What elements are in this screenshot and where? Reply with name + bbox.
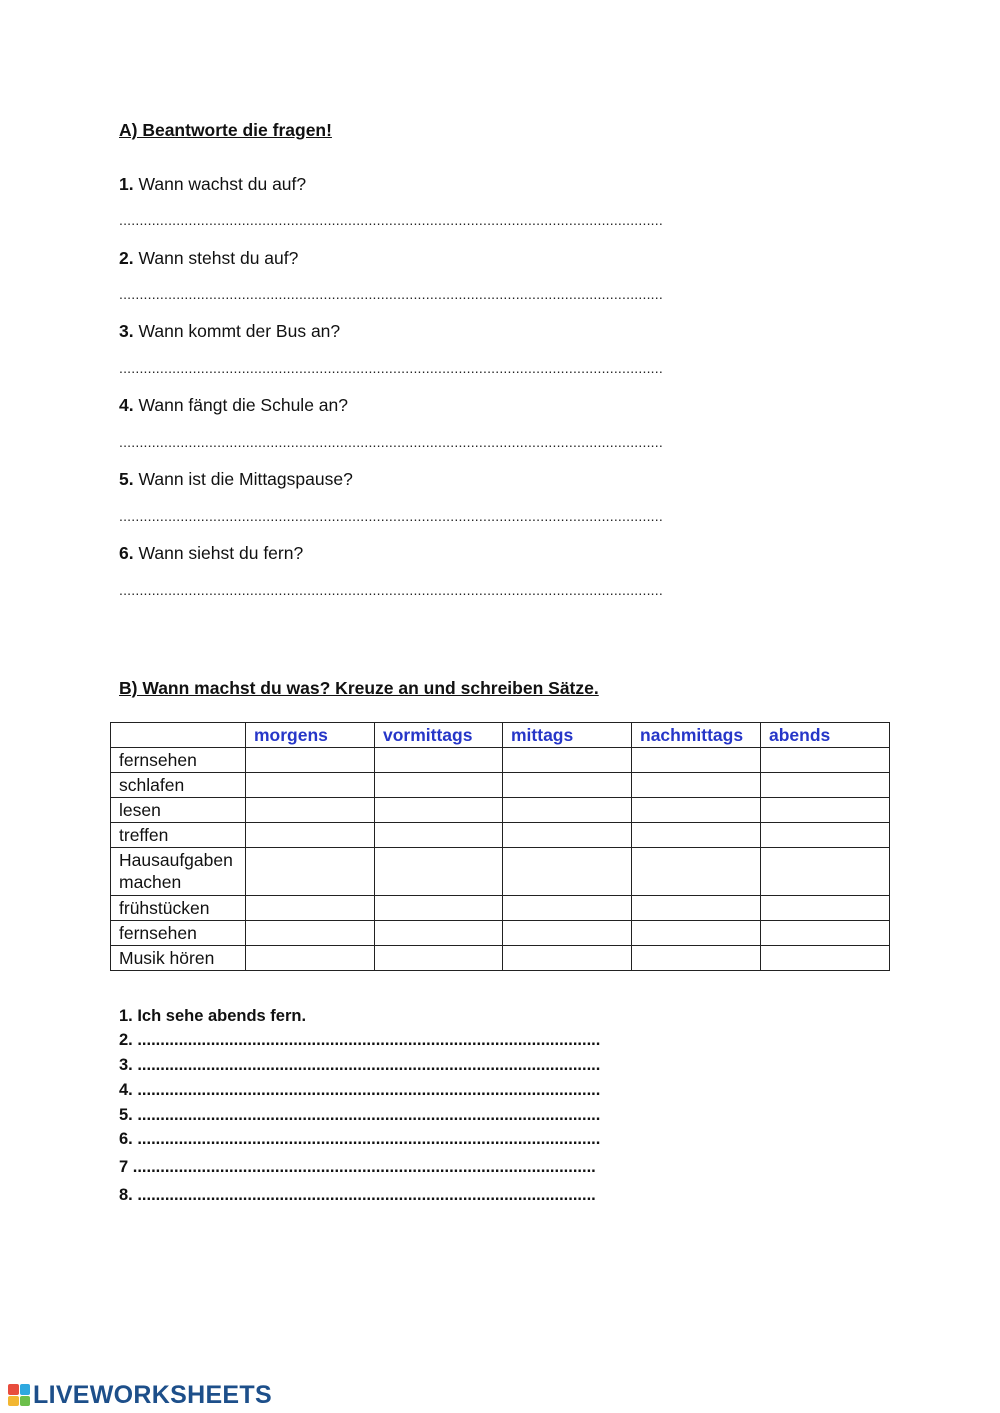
question-text: Wann siehst du fern? [138, 543, 304, 563]
question-2 [119, 248, 298, 269]
sentence-line-4[interactable]: 4. ..................................................................................................... [119, 1081, 601, 1099]
check-cell[interactable] [503, 946, 632, 971]
check-cell[interactable] [375, 798, 503, 823]
check-cell[interactable] [375, 946, 503, 971]
question-1 [119, 174, 306, 195]
check-cell[interactable] [246, 798, 375, 823]
row-label: lesen [111, 798, 246, 823]
column-header-mittags: mittags [503, 723, 632, 748]
column-header-vormittags: vormittags [375, 723, 503, 748]
cube-icon [8, 1384, 30, 1406]
check-cell[interactable] [246, 748, 375, 773]
row-label: fernsehen [111, 748, 246, 773]
check-cell[interactable] [503, 896, 632, 921]
answer-line-5[interactable]: ..................................................................................................................................... [119, 508, 663, 524]
row-label: treffen [111, 823, 246, 848]
check-cell[interactable] [632, 848, 761, 896]
answer-line-3[interactable]: ..................................................................................................................................... [119, 360, 663, 376]
check-cell[interactable] [503, 921, 632, 946]
check-cell[interactable] [761, 896, 890, 921]
question-5 [119, 469, 353, 490]
question-number: 1. [119, 174, 134, 194]
question-text: Wann kommt der Bus an? [138, 321, 341, 341]
check-cell[interactable] [375, 848, 503, 896]
liveworksheets-logo [8, 1381, 272, 1409]
check-cell[interactable] [246, 773, 375, 798]
column-header-morgens: morgens [246, 723, 375, 748]
check-cell[interactable] [632, 921, 761, 946]
check-cell[interactable] [761, 921, 890, 946]
cube-tile [20, 1384, 31, 1395]
question-6 [119, 543, 303, 564]
check-cell[interactable] [503, 798, 632, 823]
cube-tile [8, 1384, 19, 1395]
check-cell[interactable] [375, 921, 503, 946]
check-cell[interactable] [761, 848, 890, 896]
check-cell[interactable] [503, 848, 632, 896]
check-cell[interactable] [375, 896, 503, 921]
question-number: 4. [119, 395, 134, 415]
sentence-line-5[interactable]: 5. ..................................................................................................... [119, 1106, 601, 1124]
check-cell[interactable] [246, 946, 375, 971]
check-cell[interactable] [246, 921, 375, 946]
check-cell[interactable] [761, 798, 890, 823]
check-cell[interactable] [503, 748, 632, 773]
cube-tile [20, 1396, 31, 1407]
row-label: fernsehen [111, 921, 246, 946]
column-header-nachmittags: nachmittags [632, 723, 761, 748]
column-header-abends: abends [761, 723, 890, 748]
question-number: 2. [119, 248, 134, 268]
question-text: Wann ist die Mittagspause? [138, 469, 353, 489]
answer-line-1[interactable]: ..................................................................................................................................... [119, 212, 663, 228]
check-cell[interactable] [375, 823, 503, 848]
check-cell[interactable] [761, 946, 890, 971]
table-row [111, 896, 890, 921]
check-cell[interactable] [246, 823, 375, 848]
row-label: Hausaufgaben machen [111, 848, 246, 896]
question-number: 3. [119, 321, 134, 341]
row-label: frühstücken [111, 896, 246, 921]
check-cell[interactable] [632, 896, 761, 921]
check-cell[interactable] [761, 773, 890, 798]
answer-line-6[interactable]: ..................................................................................................................................... [119, 582, 663, 598]
question-text: Wann wachst du auf? [138, 174, 307, 194]
sentence-line-8[interactable]: 8. .................................................................................................... [119, 1186, 596, 1204]
row-label: Musik hören [111, 946, 246, 971]
check-cell[interactable] [632, 798, 761, 823]
question-text: Wann fängt die Schule an? [138, 395, 348, 415]
check-cell[interactable] [761, 748, 890, 773]
sentence-line-6[interactable]: 6. ..................................................................................................... [119, 1130, 601, 1148]
check-cell[interactable] [503, 773, 632, 798]
check-cell[interactable] [632, 748, 761, 773]
question-number: 6. [119, 543, 134, 563]
question-number: 5. [119, 469, 134, 489]
table-row [111, 946, 890, 971]
table-row [111, 798, 890, 823]
question-4 [119, 395, 348, 416]
check-cell[interactable] [761, 823, 890, 848]
table-header-row [111, 723, 890, 748]
check-cell[interactable] [375, 773, 503, 798]
answer-line-4[interactable]: ..................................................................................................................................... [119, 434, 663, 450]
sentence-1: 1. Ich sehe abends fern. [119, 1007, 307, 1025]
section-b-heading: B) Wann machst du was? Kreuze an und schreiben Sätze. [119, 678, 599, 698]
check-cell[interactable] [632, 823, 761, 848]
table-row [111, 823, 890, 848]
check-cell[interactable] [632, 773, 761, 798]
table-row [111, 921, 890, 946]
cube-tile [8, 1396, 19, 1407]
section-a-heading: A) Beantworte die fragen! [119, 120, 332, 140]
check-cell[interactable] [632, 946, 761, 971]
table-row [111, 773, 890, 798]
table-row [111, 748, 890, 773]
check-cell[interactable] [246, 896, 375, 921]
sentence-line-3[interactable]: 3. ..................................................................................................... [119, 1056, 601, 1074]
answer-line-2[interactable]: ..................................................................................................................................... [119, 286, 663, 302]
table-row [111, 848, 890, 896]
check-cell[interactable] [375, 748, 503, 773]
question-text: Wann stehst du auf? [138, 248, 299, 268]
sentence-line-2[interactable]: 2. ..................................................................................................... [119, 1031, 601, 1049]
logo-text: LIVEWORKSHEETS [33, 1380, 272, 1409]
check-cell[interactable] [503, 823, 632, 848]
time-of-day-table [110, 722, 890, 971]
column-header [111, 723, 246, 748]
row-label: schlafen [111, 773, 246, 798]
question-3 [119, 321, 340, 342]
sentence-line-7[interactable]: 7 ..................................................................................................... [119, 1158, 596, 1176]
check-cell[interactable] [246, 848, 375, 896]
